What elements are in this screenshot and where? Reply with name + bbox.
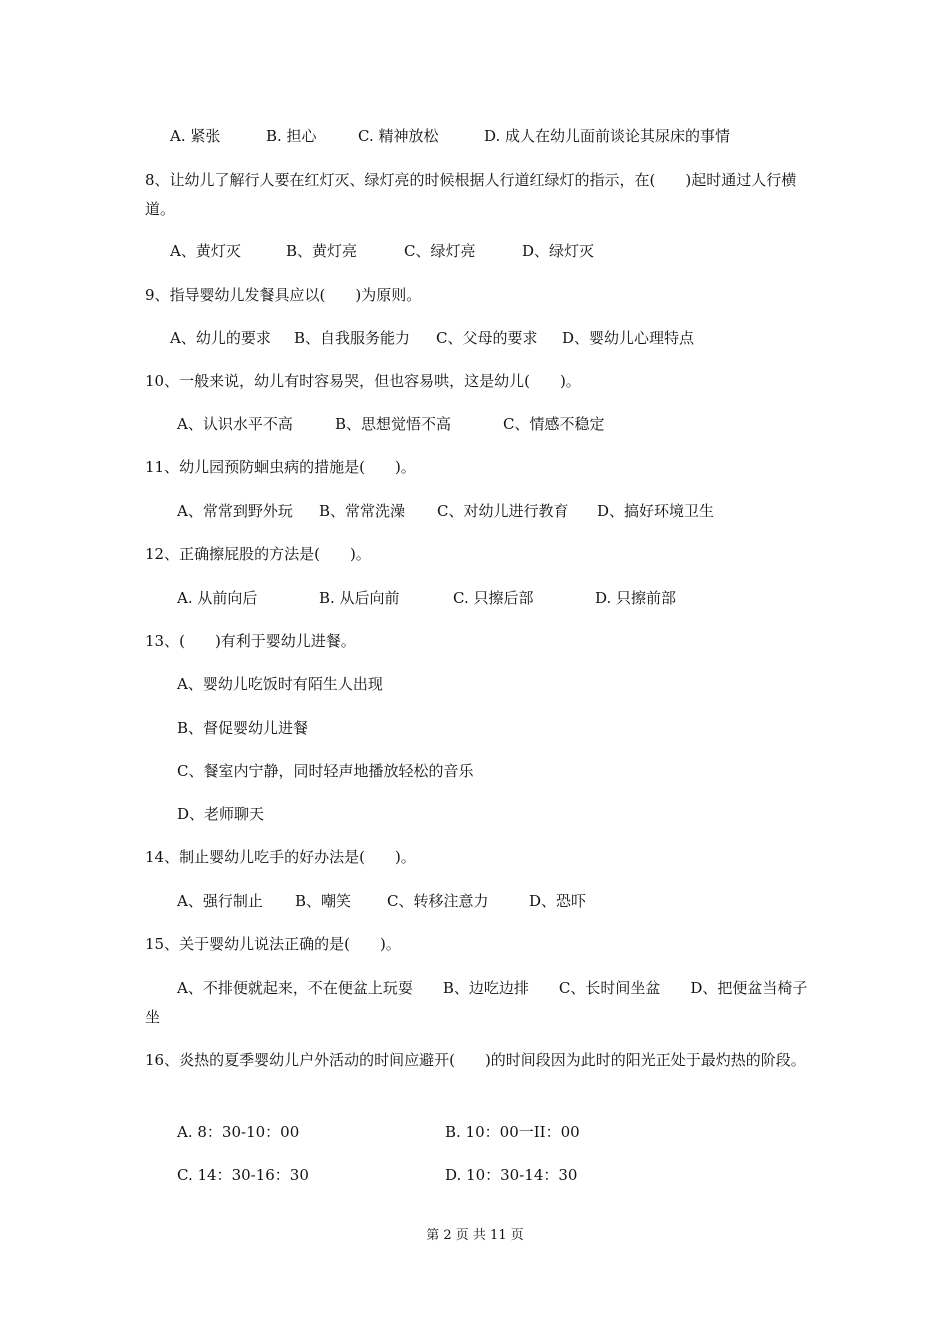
q14-options — [177, 887, 842, 916]
q14-option-d: D、恐吓 — [529, 892, 587, 910]
q7-option-b: B. 担心 — [266, 127, 317, 145]
q15-options: A、不排便就起来，不在便盆上玩耍 B、边吃边排 C、长时间坐盆 D、把便盆当椅子坐 — [145, 979, 808, 1026]
q12-stem: 12、正确擦屁股的方法是( )。 — [145, 545, 371, 563]
q10-stem: 10、一般来说，幼儿有时容易哭，但也容易哄，这是幼儿( )。 — [145, 372, 581, 390]
q10-option-b: B、思想觉悟不高 — [335, 415, 452, 433]
q7-options — [170, 122, 835, 151]
q14-option-b: B、嘲笑 — [295, 892, 352, 910]
q15-stem: 15、关于婴幼儿说法正确的是( )。 — [145, 935, 401, 953]
q14-option-c: C、转移注意力 — [387, 892, 489, 910]
q13-option-a: A、婴幼儿吃饭时有陌生人出现 — [177, 675, 383, 693]
q12-options — [177, 584, 842, 613]
q8-option-c: C、绿灯亮 — [404, 242, 476, 260]
q16-stem: 16、炎热的夏季婴幼儿户外活动的时间应避开( )的时间段因为此时的阳光正处于最灼热的阶段。 — [145, 1051, 806, 1069]
q9-option-b: B、自我服务能力 — [294, 329, 411, 347]
q9-option-c: C、父母的要求 — [436, 329, 538, 347]
q9-options — [170, 324, 835, 353]
q11-option-d: D、搞好环境卫生 — [597, 502, 715, 520]
q16-options-row1 — [177, 1118, 842, 1147]
q12-option-d: D. 只擦前部 — [595, 589, 677, 607]
q13-option-c: C、餐室内宁静，同时轻声地播放轻松的音乐 — [177, 762, 474, 780]
page-footer: 第 2 页 共 11 页 — [426, 1228, 524, 1243]
q16-options-row2 — [177, 1161, 842, 1190]
q10-option-a: A、认识水平不高 — [177, 415, 293, 433]
q13-option-b: B、督促婴幼儿进餐 — [177, 719, 309, 737]
q12-option-a: A. 从前向后 — [177, 589, 258, 607]
q12-option-b: B. 从后向前 — [319, 589, 400, 607]
q16-option-c: C. 14：30-16：30 — [177, 1166, 309, 1184]
q13-stem: 13、( )有利于婴幼儿进餐。 — [145, 632, 356, 650]
q16-option-d: D. 10：30-14：30 — [445, 1166, 578, 1184]
q8-option-a: A、黄灯灭 — [170, 242, 241, 260]
q16-option-a: A. 8：30-10：00 — [177, 1123, 300, 1141]
q8-option-d: D、绿灯灭 — [522, 242, 595, 260]
q8-stem: 8、让幼儿了解行人要在红灯灭、绿灯亮的时候根据人行道红绿灯的指示，在( )起时通过人行横道。 — [145, 171, 797, 218]
q13-option-d: D、老师聊天 — [177, 805, 265, 823]
q8-options — [170, 237, 835, 266]
q9-option-d: D、婴幼儿心理特点 — [562, 329, 695, 347]
q11-option-c: C、对幼儿进行教育 — [437, 502, 569, 520]
q11-option-b: B、常常洗澡 — [319, 502, 406, 520]
q9-stem: 9、指导婴幼儿发餐具应以( )为原则。 — [145, 286, 422, 304]
q10-options — [177, 410, 842, 439]
q10-option-c: C、情感不稳定 — [503, 415, 605, 433]
q7-option-c: C. 精神放松 — [358, 127, 439, 145]
q9-option-a: A、幼儿的要求 — [170, 329, 271, 347]
q14-option-a: A、强行制止 — [177, 892, 263, 910]
q7-option-d: D. 成人在幼儿面前谈论其尿床的事情 — [484, 127, 731, 145]
q16-option-b: B. 10：00一II：00 — [445, 1123, 580, 1141]
q8-option-b: B、黄灯亮 — [286, 242, 358, 260]
q11-option-a: A、常常到野外玩 — [177, 502, 293, 520]
q12-option-c: C. 只擦后部 — [453, 589, 534, 607]
q11-stem: 11、幼儿园预防蛔虫病的措施是( )。 — [145, 458, 416, 476]
q11-options — [177, 497, 842, 526]
q14-stem: 14、制止婴幼儿吃手的好办法是( )。 — [145, 848, 416, 866]
q7-option-a: A. 紧张 — [170, 127, 221, 145]
